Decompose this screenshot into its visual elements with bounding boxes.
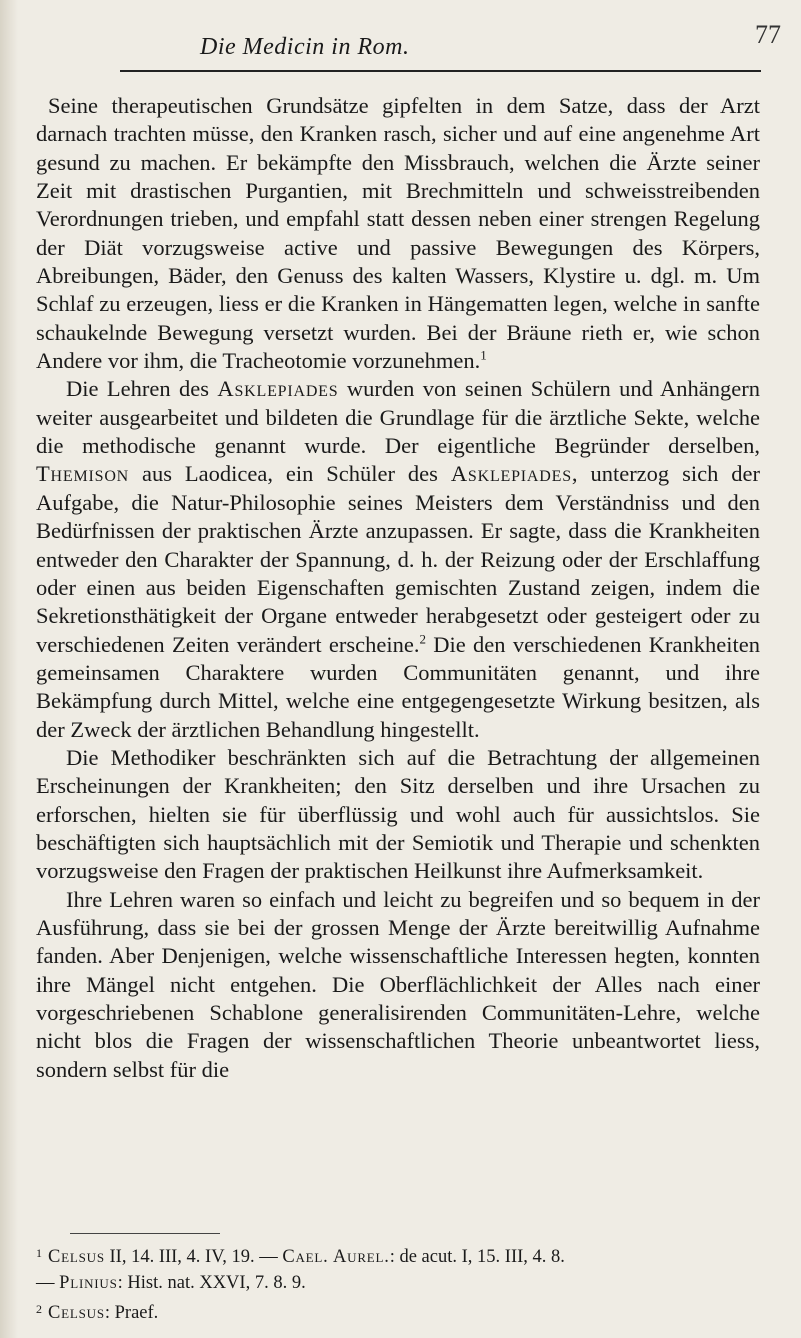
person-name: Asklepiades [450, 461, 572, 487]
footnote-marker: 2 [36, 1302, 42, 1316]
paragraph-methodiker: Die Methodiker beschränkten sich auf die Betrachtung der allgemeinen Erscheinungen der Krankheiten; den Sitz derselben und ihre Ursachen zu erforschen, hielten sie für überflüssig und wohl auch für aussichtslos. Sie beschäftigten sich hauptsächlich mit der Semiotik und Therapie und schenkten vorzugsweise den Fragen der praktischen Heilkunst ihre Aufmerksamkeit. [36, 744, 760, 884]
cited-author: Celsus [48, 1303, 105, 1323]
paragraph-text: Die den verschiedenen Krankheiten gemeinsamen Charaktere wurden Communitäten genannt, und ihre Bekämpfung durch Mittel, welche eine entgegengesetzte Wirkung besitzen, als der Zweck der ärztlichen Behandlung hingestellt. [36, 631, 760, 742]
paragraph-text: Seine therapeutischen Grundsätze gipfelten in dem Satze, dass der Arzt darnach trachten müsse, den Kranken rasch, sicher und auf eine angenehme Art gesund zu machen. Er bekämpfte den Missbrauch, welchen die Ärzte seiner Zeit mit drastischen Purgantien, mit Brechmitteln und schweisstreibenden Verordnungen trieben, und empfahl statt dessen neben einer strengen Regelung der Diät vorzugsweise active und passive Bewegungen des Körpers, Abreibungen, Bäder, den Genuss des kalten Wassers, Klystire u. dgl. m. Um Schlaf zu erzeugen, liess er die Kranken in Hängematten legen, welche in sanfte schaukelnde Bewegung versetzt wurden. Bei der Bräune rieth er, wie schon Andere vor ihm, die Tracheotomie vorzunehmen. [36, 93, 760, 374]
paragraph-therapeutics [36, 92, 760, 375]
citation: : Hist. nat. XXVI, 7. 8. 9. [117, 1273, 306, 1293]
header-rule [120, 70, 761, 72]
footnote-1-continued [36, 1270, 760, 1296]
cited-author: Cael. Aurel. [282, 1247, 390, 1267]
paragraph-text: Die Lehren des [66, 376, 218, 402]
person-name: Themison [36, 461, 130, 487]
paragraph-text: wurden von seinen Schülern und Anhängern weiter ausgearbeitet und bildeten die Grundlage für die ärztliche Sekte, welche die methodische genannt wurde. Der eigentliche Begründer derselben, [36, 376, 760, 459]
citation: : Praef. [104, 1303, 159, 1323]
footnote-ref: 1 [480, 347, 487, 363]
paragraph-methodic-sect [36, 375, 760, 743]
footnote-marker: 1 [36, 1246, 42, 1260]
person-name: Asklepiades [217, 376, 339, 402]
page-number: 77 [755, 20, 781, 49]
page-binding-shadow [0, 0, 18, 1338]
cited-author: Plinius [59, 1273, 118, 1293]
paragraph-text: aus Laodicea, ein Schüler des [129, 461, 451, 487]
cited-author: Celsus [48, 1247, 105, 1267]
footnotes [36, 1240, 760, 1326]
paragraph-text: , unterzog sich der Aufgabe, die Natur-Philosophie seines Meisters dem Verständniss und den Bedürfnissen der praktischen Ärzte anzupassen. Er sagte, dass die Krankheiten entweder den Charakter der Spannung, d. h. der Reizung oder der Erschlaffung oder einen aus beiden Eigenschaften gemischten Zustand zeigen, indem die Sekretionsthätigkeit der Organe entweder herabgesetzt oder gesteigert oder zu verschiedenen Zeiten verändert erscheine. [36, 461, 760, 657]
citation: II, 14. III, 4. IV, 19. — [104, 1247, 283, 1267]
paragraph-teachings: Ihre Lehren waren so einfach und leicht zu begreifen und so bequem in der Ausführung, dass sie bei der grossen Menge der Ärzte bereitwillig Aufnahme fanden. Aber Denjenigen, welche wissenschaftliche Interessen hegten, konnten ihre Mängel nicht entgehen. Die Oberflächlichkeit der Alles nach einer vorgeschriebenen Schablone generalisirenden Communitäten-Lehre, welche nicht blos die Fragen der wissenschaftlichen Theorie unbeantwortet liess, sondern selbst für die [36, 886, 760, 1082]
footnote-rule [70, 1233, 220, 1234]
running-header: Die Medicin in Rom. [200, 34, 410, 60]
citation: — [36, 1273, 60, 1293]
footnote-ref: 2 [419, 631, 427, 647]
footnote-2 [36, 1296, 760, 1326]
body-text [36, 92, 760, 1084]
footnote-1 [36, 1240, 760, 1270]
citation: : de acut. I, 15. III, 4. 8. [389, 1247, 565, 1267]
